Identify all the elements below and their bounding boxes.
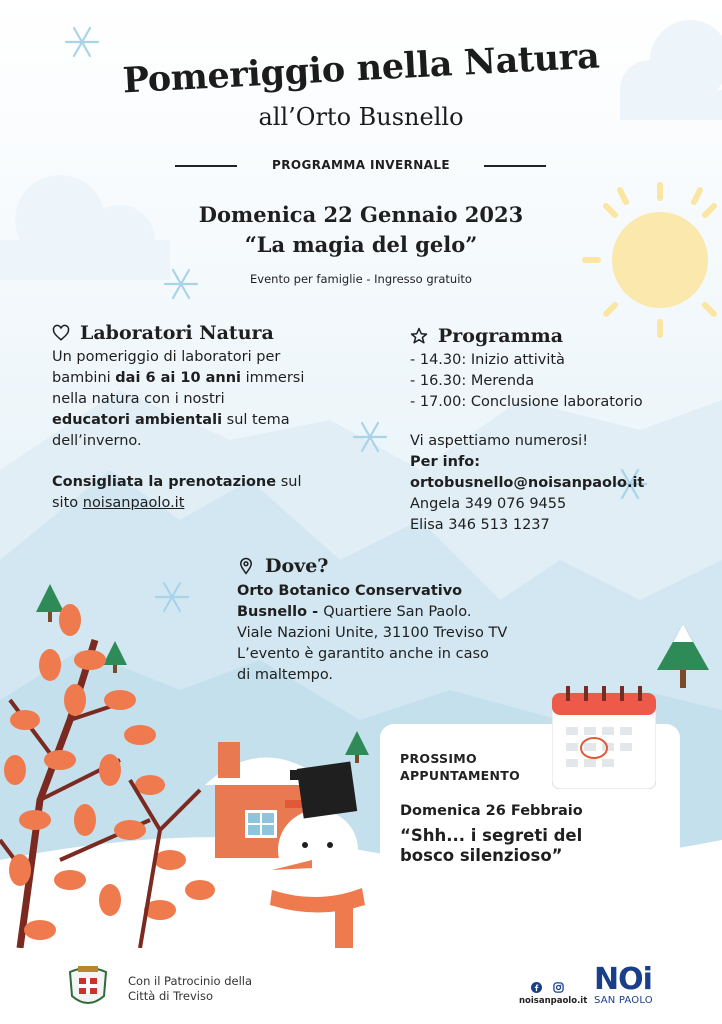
page-subtitle: all’Orto Busnello	[258, 103, 464, 131]
next-event-title	[400, 826, 582, 866]
star-icon	[410, 327, 428, 345]
dove-heading-text: Dove?	[265, 555, 329, 577]
location-pin-icon	[237, 557, 255, 575]
laboratori-line: nella natura con i nostri	[52, 391, 225, 407]
laboratori-heading-text: Laboratori Natura	[80, 322, 274, 344]
title-line: bosco silenzioso”	[400, 846, 563, 865]
phone-contact: Elisa 346 513 1237	[410, 517, 550, 533]
treviso-coat-of-arms-icon	[66, 962, 110, 1012]
address-line: Viale Nazioni Unite, 31100 Treviso TV	[237, 625, 508, 641]
text-span: sul	[276, 474, 302, 490]
phone-contact: Angela 349 076 9455	[410, 496, 567, 512]
patrocinio-text	[128, 974, 252, 1004]
heart-icon	[52, 324, 70, 342]
dove-address	[237, 581, 557, 686]
text-span: sul tema	[222, 412, 290, 428]
programma-list	[410, 350, 710, 413]
info-label: Per info:	[410, 454, 481, 470]
laboratori-heading	[52, 322, 274, 344]
noi-logo: NOi	[594, 962, 652, 997]
laboratori-line	[52, 410, 322, 431]
text-span: sito	[52, 495, 83, 511]
text-span: Quartiere San Paolo.	[323, 604, 472, 620]
welcome-text: Vi aspettiamo numerosi!	[410, 433, 589, 449]
list-item: - 16.30: Merenda	[410, 373, 535, 389]
booking-line	[52, 493, 322, 514]
facebook-icon[interactable]	[531, 982, 542, 993]
event-tagline: Evento per famiglie - Ingresso gratuito	[250, 272, 472, 286]
footer-website[interactable]: noisanpaolo.it	[519, 996, 588, 1006]
text-span: bambini	[52, 370, 116, 386]
event-date: Domenica 22 Gennaio 2023	[198, 202, 524, 227]
laboratori-line: Un pomeriggio di laboratori per	[52, 349, 281, 365]
title-line: “Shh... i segreti del	[400, 826, 583, 845]
cloud-left	[0, 175, 170, 280]
noi-logo-subtitle: SAN PAOLO	[594, 995, 653, 1006]
laboratori-text	[52, 347, 322, 452]
venue-name: Orto Botanico Conservativo	[237, 583, 463, 599]
next-event-kicker	[400, 750, 520, 784]
booking-note	[52, 472, 322, 514]
programma-heading	[410, 325, 563, 347]
kicker-line: PROSSIMO	[400, 751, 477, 766]
next-event-date: Domenica 26 Febbraio	[400, 803, 583, 819]
kicker-line: APPUNTAMENTO	[400, 768, 521, 783]
program-kicker: PROGRAMMA INVERNALE	[272, 158, 450, 172]
list-item: - 14.30: Inizio attività	[410, 352, 565, 368]
page-title: Pomeriggio nella Natura	[121, 35, 601, 102]
booking-line	[52, 472, 322, 493]
venue-name: Busnello -	[237, 604, 324, 620]
laboratori-line	[52, 368, 322, 389]
patrocinio-line: Città di Treviso	[128, 989, 214, 1003]
instagram-icon[interactable]	[553, 982, 564, 993]
email-link[interactable]: ortobusnello@noisanpaolo.it	[410, 475, 645, 491]
list-item: - 17.00: Conclusione laboratorio	[410, 394, 643, 410]
note-line: di maltempo.	[237, 667, 334, 683]
event-theme: “La magia del gelo”	[244, 232, 478, 257]
calendar-overlay	[552, 693, 656, 789]
dove-heading	[237, 555, 328, 577]
website-link[interactable]: noisanpaolo.it	[82, 495, 185, 511]
laboratori-line: dell’inverno.	[52, 433, 142, 449]
educators-label: educatori ambientali	[52, 412, 223, 428]
patrocinio-line: Con il Patrocinio della	[128, 974, 253, 988]
programma-heading-text: Programma	[438, 325, 564, 347]
snowflake-icon	[66, 28, 98, 56]
booking-label: Consigliata la prenotazione	[52, 474, 277, 490]
note-line: L’evento è garantito anche in caso	[237, 646, 489, 662]
age-range: dai 6 ai 10 anni	[115, 370, 242, 386]
contact-block	[410, 431, 710, 536]
text-span: immersi	[241, 370, 305, 386]
